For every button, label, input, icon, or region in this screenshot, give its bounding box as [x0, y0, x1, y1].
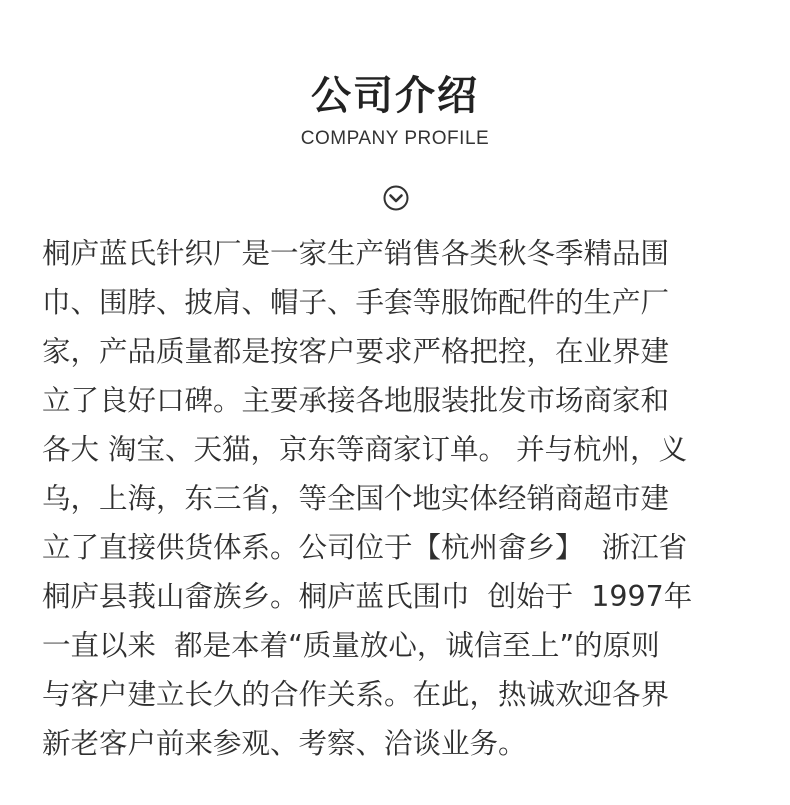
description-line: 巾、围脖、披肩、帽子、手套等服饰配件的生产厂	[42, 286, 670, 319]
description-line: 桐庐蓝氏针织厂是一家生产销售各类秋冬季精品围	[42, 237, 670, 270]
description-line: 一直以来 都是本着“质量放心，诚信至上”的原则	[42, 629, 660, 662]
company-description	[42, 229, 754, 768]
description-line: 立了直接供货体系。公司位于【杭州畲乡】 浙江省	[42, 531, 688, 564]
description-line: 各大 淘宝、天猫，京东等商家订单。 并与杭州，义	[42, 433, 688, 466]
description-line: 与客户建立长久的合作关系。在此，热诚欢迎各界	[42, 678, 670, 711]
description-line: 新老客户前来参观、考察、洽谈业务。	[42, 727, 527, 760]
description-line: 家，产品质量都是按客户要求严格把控，在业界建	[42, 335, 670, 368]
page-subtitle: COMPANY PROFILE	[300, 128, 490, 149]
chevron-down-icon	[383, 185, 409, 211]
description-line: 立了良好口碑。主要承接各地服装批发市场商家和	[42, 384, 670, 417]
description-line: 桐庐县莪山畲族乡。桐庐蓝氏围巾 创始于 1997年	[42, 580, 693, 613]
profile-header	[0, 72, 790, 150]
description-line: 乌，上海，东三省，等全国个地实体经销商超市建	[42, 482, 670, 515]
page-title: 公司介绍	[311, 73, 479, 119]
